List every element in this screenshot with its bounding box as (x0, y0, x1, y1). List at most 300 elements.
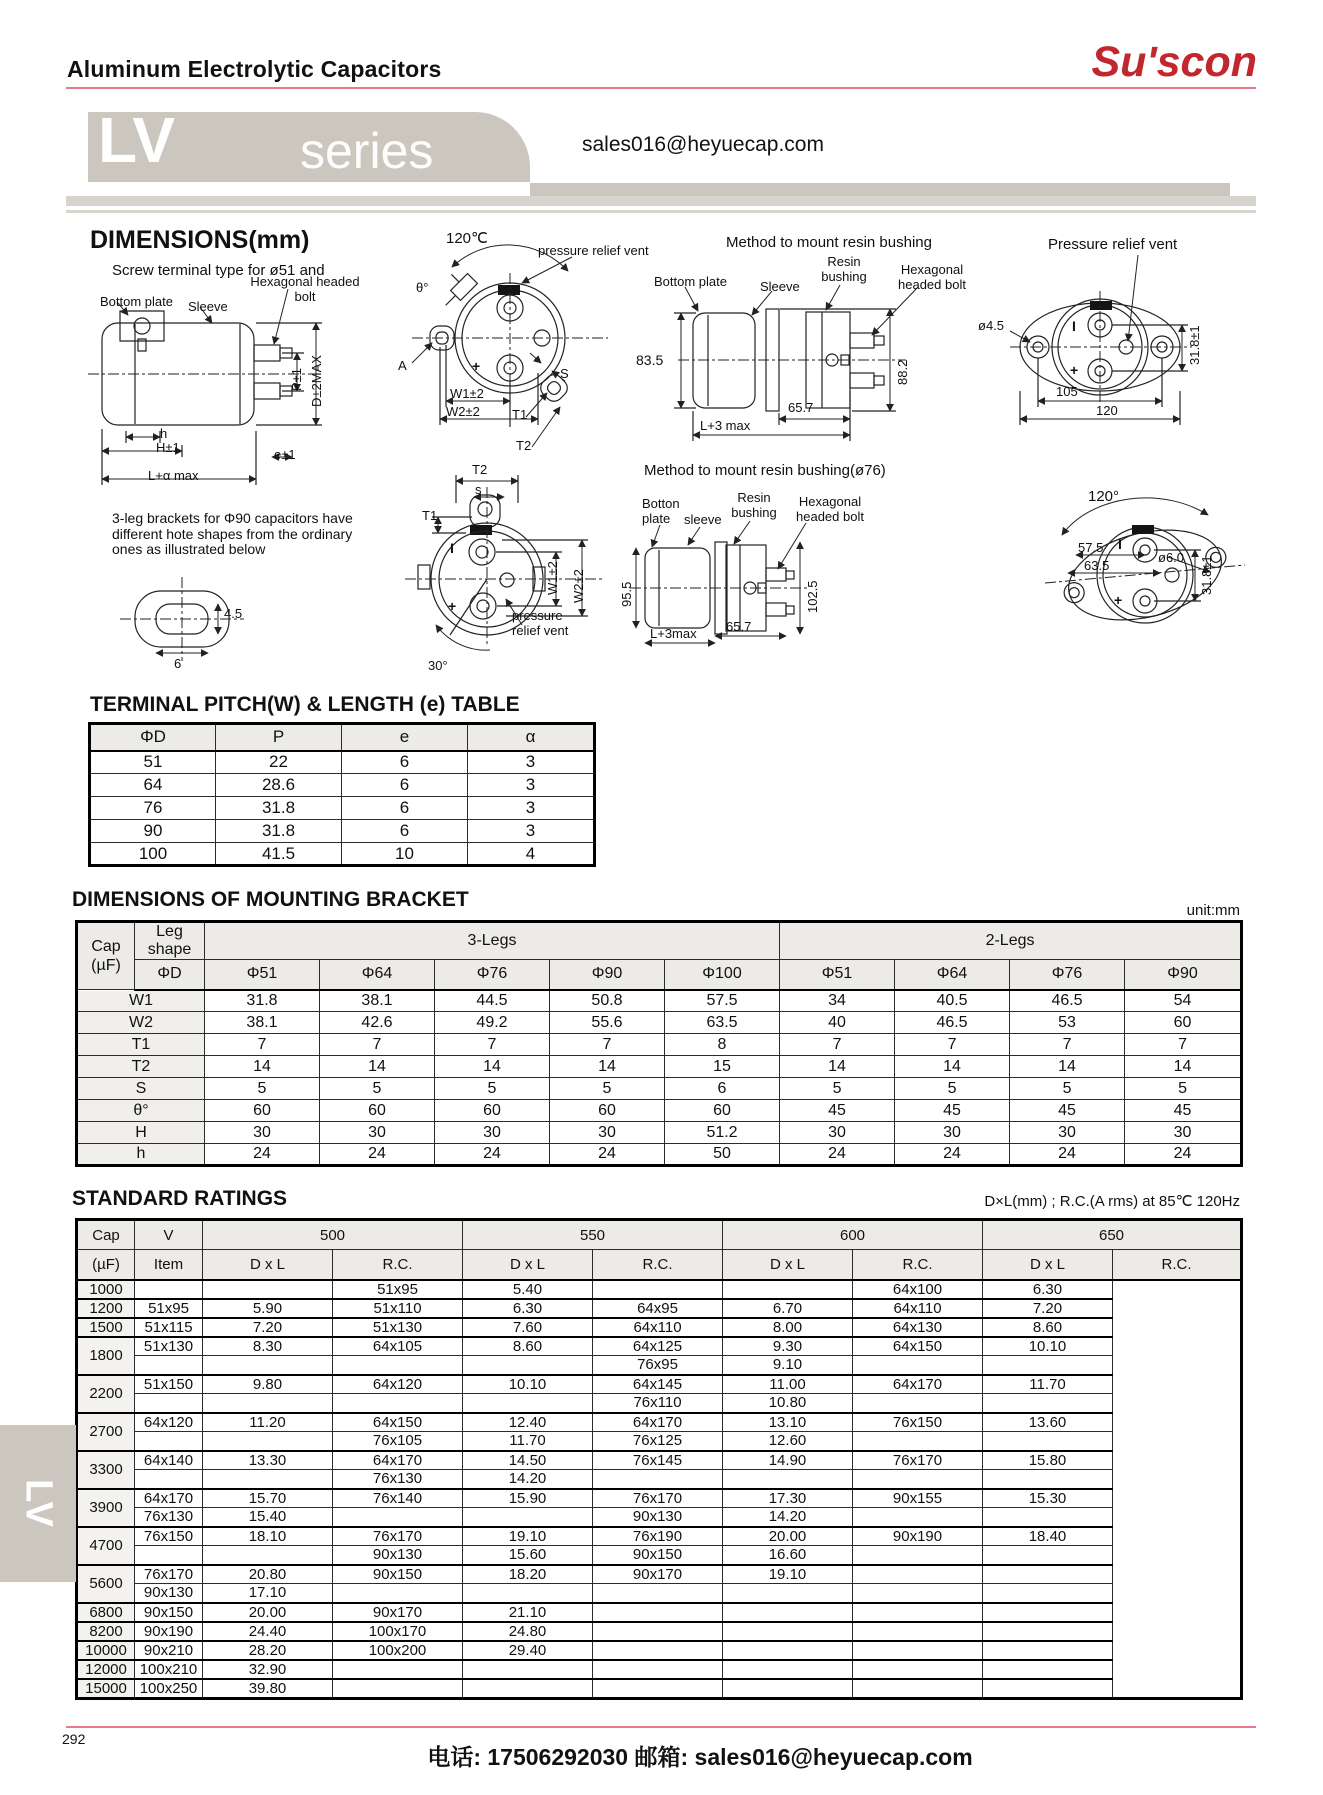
ratings-table-title: STANDARD RATINGS (72, 1187, 288, 1210)
cell: 15 (665, 1056, 780, 1078)
cell: 5.40 (463, 1280, 593, 1299)
rating-row (77, 1318, 1242, 1337)
cell (203, 1394, 333, 1413)
d7-plus-mark: + (1114, 592, 1123, 608)
cell: 24 (320, 1144, 435, 1166)
cell (135, 1394, 203, 1413)
cell (853, 1508, 983, 1527)
cell: 51x115 (135, 1318, 203, 1337)
d3-neg-mark: I (450, 540, 454, 556)
drawing-flange-pressure-relief-vent (1010, 255, 1192, 425)
cell: 44.5 (435, 990, 550, 1012)
cell: 38.1 (205, 1012, 320, 1034)
cell: 51x150 (135, 1375, 203, 1394)
rating-row (77, 1622, 1242, 1641)
cell: 2700 (77, 1413, 135, 1451)
d5-1025-label: 102.5 (805, 580, 820, 613)
rating-row (77, 1413, 1242, 1432)
rating-row (77, 1660, 1242, 1679)
cell: 19.10 (723, 1565, 853, 1584)
cell: 64x120 (135, 1413, 203, 1432)
cell: 45 (780, 1100, 895, 1122)
cell: 6 (342, 774, 468, 797)
cell: 51 (90, 751, 216, 774)
d2-vent-label: pressure relief vent (538, 243, 649, 258)
cell: 76x145 (593, 1451, 723, 1470)
cell: 2200 (77, 1375, 135, 1413)
cell (983, 1660, 1113, 1679)
cell (203, 1470, 333, 1489)
d7-neg-mark: I (1118, 536, 1122, 552)
cell: 64 (90, 774, 216, 797)
cell: 20.00 (203, 1603, 333, 1622)
rating-row (77, 1432, 1242, 1451)
cell: 10.80 (723, 1394, 853, 1413)
cell: 30 (320, 1122, 435, 1144)
cell: 90x210 (135, 1641, 203, 1660)
cell: 90x190 (853, 1527, 983, 1546)
column-header: Φ51 (205, 960, 320, 990)
cell: 9.80 (203, 1375, 333, 1394)
cell (983, 1546, 1113, 1565)
bracket-unit-label: unit:mm (1186, 902, 1240, 919)
column-header: Φ76 (1010, 960, 1125, 990)
bracket-row (77, 1056, 1242, 1078)
cell: 64x150 (853, 1337, 983, 1356)
cell: 40 (780, 1012, 895, 1034)
cell: 24.40 (203, 1622, 333, 1641)
bracket-cap-header: Cap (µF) (77, 922, 135, 990)
cell: 90x150 (593, 1546, 723, 1565)
d1-d-dim-label: D±2MAX (309, 355, 324, 407)
cell: 90x190 (135, 1622, 203, 1641)
cell: 53 (1010, 1012, 1125, 1034)
page-number: 292 (62, 1731, 86, 1747)
column-header: P (216, 724, 342, 751)
d1-e-label: e±1 (274, 447, 296, 462)
cell: 14 (550, 1056, 665, 1078)
cell: 7.20 (983, 1299, 1113, 1318)
cell: 18.20 (463, 1565, 593, 1584)
rating-row (77, 1489, 1242, 1508)
footer-contact: 电话: 17506292030 邮箱: sales016@heyuecap.com (427, 1744, 973, 1770)
cell: 64x100 (853, 1280, 983, 1299)
cell: 10.10 (463, 1375, 593, 1394)
cell: 31.8 (205, 990, 320, 1012)
cell (983, 1622, 1113, 1641)
cell: 7 (550, 1034, 665, 1056)
cell: 100x210 (135, 1660, 203, 1679)
d5-botton-plate-label: Botton plate (642, 496, 680, 526)
d2-w2-label: W2±2 (446, 404, 480, 419)
cell: 5 (895, 1078, 1010, 1100)
cell: 64x130 (853, 1318, 983, 1337)
cell: 14 (320, 1056, 435, 1078)
cell: 49.2 (435, 1012, 550, 1034)
cell: 60 (320, 1100, 435, 1122)
rating-row (77, 1546, 1242, 1565)
cell: 50 (665, 1144, 780, 1166)
contact-email: sales016@heyuecap.com (582, 133, 824, 156)
rating-row (77, 1375, 1242, 1394)
d1-p-dim-label: P±1 (289, 367, 304, 391)
cell: 90x130 (135, 1584, 203, 1603)
cell: 51x130 (135, 1337, 203, 1356)
d2-t2-label: T2 (516, 438, 532, 453)
cell: 9.30 (723, 1337, 853, 1356)
column-header: 650 (983, 1220, 1242, 1250)
cell (723, 1622, 853, 1641)
cell: 8.60 (983, 1318, 1113, 1337)
cell: 32.90 (203, 1660, 333, 1679)
column-header: Φ51 (780, 960, 895, 990)
cell: 42.6 (320, 1012, 435, 1034)
cell: 8200 (77, 1622, 135, 1641)
d2-s-label: S (560, 366, 569, 381)
rating-row (77, 1337, 1242, 1356)
column-header: D x L (203, 1250, 333, 1280)
cell: 5600 (77, 1565, 135, 1603)
d3-w1-label: W1±2 (545, 561, 560, 595)
rating-row (77, 1470, 1242, 1489)
cell (135, 1546, 203, 1565)
cell: 14.90 (723, 1451, 853, 1470)
rating-row (77, 1451, 1242, 1470)
d4-title: Method to mount resin bushing (726, 234, 932, 251)
ratings-item-header: Item (135, 1250, 203, 1280)
cell: 57.5 (665, 990, 780, 1012)
cell (463, 1584, 593, 1603)
d4-bottom-plate-label: Bottom plate (654, 274, 727, 289)
cell: 12000 (77, 1660, 135, 1679)
d3-s-label: s (475, 482, 482, 497)
cell: 3300 (77, 1451, 135, 1489)
cell: 14 (1125, 1056, 1242, 1078)
rating-row (77, 1508, 1242, 1527)
d4-l3max-label: L+3 max (700, 418, 751, 433)
d5-l3max-label: L+3max (650, 626, 697, 641)
terminal-header-row (90, 724, 595, 751)
cell (333, 1508, 463, 1527)
cell: 64x105 (333, 1337, 463, 1356)
cell: W2 (77, 1012, 205, 1034)
d1-h-label: h (160, 426, 168, 441)
cell: 76x95 (593, 1356, 723, 1375)
cell: 13.10 (723, 1413, 853, 1432)
cell: 4 (468, 843, 595, 866)
cell: 60 (550, 1100, 665, 1122)
cell: 12.40 (463, 1413, 593, 1432)
d4-resin-label: Resin bushing (821, 254, 867, 284)
column-header: α (468, 724, 595, 751)
d4-hex-bolt-label: Hexagonal headed bolt (898, 262, 966, 292)
cell: 15.30 (983, 1489, 1113, 1508)
series-name: LV (98, 104, 176, 176)
cell: 7 (780, 1034, 895, 1056)
series-word: series (300, 123, 434, 179)
d7-635-label: 63.5 (1084, 558, 1110, 573)
note-3leg: 3-leg brackets for Φ90 capacitors have different hote shapes from the ordinary ones as illustrated below (112, 510, 353, 558)
cell: 76x130 (333, 1470, 463, 1489)
column-header: D x L (723, 1250, 853, 1280)
bracket-2legs-header: 2-Legs (780, 922, 1242, 960)
column-header: R.C. (333, 1250, 463, 1280)
d5-sleeve-label: sleeve (684, 512, 722, 527)
cell: 100 (90, 843, 216, 866)
cell: 7.20 (203, 1318, 333, 1337)
cell (853, 1584, 983, 1603)
rating-row (77, 1280, 1242, 1299)
rating-row (77, 1527, 1242, 1546)
dimensions-section-title: DIMENSIONS(mm) (90, 226, 310, 254)
d2-theta-label: θ° (416, 280, 429, 295)
cell: 5 (435, 1078, 550, 1100)
cell: 15.80 (983, 1451, 1113, 1470)
d4-835-label: 83.5 (636, 352, 664, 368)
column-header: D x L (983, 1250, 1113, 1280)
cell (853, 1603, 983, 1622)
column-header: 500 (203, 1220, 463, 1250)
bracket-row (77, 1144, 1242, 1166)
cell: 76x150 (135, 1527, 203, 1546)
cell (983, 1356, 1113, 1375)
cell: 7.60 (463, 1318, 593, 1337)
cell: 3 (468, 797, 595, 820)
cell (333, 1660, 463, 1679)
cell (593, 1641, 723, 1660)
cell (333, 1356, 463, 1375)
d2-temp-label: 120℃ (446, 230, 488, 247)
cell: 6 (342, 820, 468, 843)
bracket-header-row-2 (77, 960, 1242, 990)
d1-hex-bolt-label: Hexagonal headed bolt (250, 274, 360, 304)
cell: 64x95 (593, 1299, 723, 1318)
cell: 17.30 (723, 1489, 853, 1508)
cell: H (77, 1122, 205, 1144)
d2-w1-label: W1±2 (450, 386, 484, 401)
d6-plus-mark: + (1070, 362, 1079, 378)
cell: 10000 (77, 1641, 135, 1660)
cell (593, 1584, 723, 1603)
cell: 6.30 (463, 1299, 593, 1318)
rating-row (77, 1299, 1242, 1318)
bracket-3legs-header: 3-Legs (205, 922, 780, 960)
rating-row (77, 1584, 1242, 1603)
cell: 15.90 (463, 1489, 593, 1508)
cell: 64x110 (853, 1299, 983, 1318)
cell (853, 1565, 983, 1584)
page-title: Aluminum Electrolytic Capacitors (67, 56, 442, 82)
cell: 30 (1125, 1122, 1242, 1144)
cell: 20.80 (203, 1565, 333, 1584)
d4-657-label: 65.7 (788, 400, 814, 415)
cell: 4700 (77, 1527, 135, 1565)
cell: 64x170 (135, 1489, 203, 1508)
cell: 28.20 (203, 1641, 333, 1660)
cell: 21.10 (463, 1603, 593, 1622)
cell: 64x145 (593, 1375, 723, 1394)
cell: 24 (1125, 1144, 1242, 1166)
rating-row (77, 1394, 1242, 1413)
cell (135, 1280, 203, 1299)
cell: 8.60 (463, 1337, 593, 1356)
cell (983, 1641, 1113, 1660)
terminal-row (90, 843, 595, 866)
d5-657-label: 65.7 (726, 619, 752, 634)
cell: 76x125 (593, 1432, 723, 1451)
cell: 3 (468, 751, 595, 774)
cell: 19.10 (463, 1527, 593, 1546)
cell: 24 (780, 1144, 895, 1166)
cell (593, 1280, 723, 1299)
cell (593, 1679, 723, 1699)
mounting-bracket-table (75, 920, 1243, 1167)
side-tab-lv: LV (0, 1425, 76, 1582)
d7-dia60-label: ø6.0 (1158, 550, 1185, 565)
cell: 76x150 (853, 1413, 983, 1432)
d3-w2-label: W2±2 (571, 569, 586, 603)
cell: 31.8 (216, 820, 342, 843)
cell: 5 (1010, 1078, 1125, 1100)
cell: 8.00 (723, 1318, 853, 1337)
cell: 5 (1125, 1078, 1242, 1100)
ratings-note-label: D×L(mm) ; R.C.(A rms) at 85℃ 120Hz (984, 1193, 1240, 1210)
rating-row (77, 1603, 1242, 1622)
cell: 3 (468, 820, 595, 843)
d4-sleeve-label: Sleeve (760, 279, 800, 294)
cell: 45 (895, 1100, 1010, 1122)
d1-sleeve-label: Sleeve (188, 299, 228, 314)
cell: 24 (435, 1144, 550, 1166)
cell (983, 1584, 1113, 1603)
cell (853, 1394, 983, 1413)
cell (723, 1280, 853, 1299)
d3-30deg-label: 30° (428, 658, 448, 673)
cell (983, 1394, 1113, 1413)
cell (983, 1432, 1113, 1451)
drawing-flange-120deg (1045, 498, 1245, 636)
cell: 76x170 (593, 1489, 723, 1508)
cell: 76x170 (853, 1451, 983, 1470)
cell: 5 (205, 1078, 320, 1100)
column-header: R.C. (853, 1250, 983, 1280)
cell: 76x170 (135, 1565, 203, 1584)
d7-575-label: 57.5 (1078, 540, 1104, 555)
cell: 76x190 (593, 1527, 723, 1546)
cell: 34 (780, 990, 895, 1012)
cell (333, 1394, 463, 1413)
cell: 76 (90, 797, 216, 820)
cell: 51x95 (135, 1299, 203, 1318)
d2-t1-label: T1 (512, 407, 528, 422)
cell: 90x150 (135, 1603, 203, 1622)
cell: 51x95 (333, 1280, 463, 1299)
bracket-row (77, 1078, 1242, 1100)
d1-caption: Screw terminal type for ø51 and (112, 262, 325, 279)
cell: 64x170 (593, 1413, 723, 1432)
cell (203, 1356, 333, 1375)
cell (135, 1470, 203, 1489)
cell (723, 1603, 853, 1622)
cell: 51.2 (665, 1122, 780, 1144)
cell (723, 1679, 853, 1699)
cell: 100x170 (333, 1622, 463, 1641)
cell: 5 (550, 1078, 665, 1100)
cell (463, 1679, 593, 1699)
cell: 31.8 (216, 797, 342, 820)
d5-title: Method to mount resin bushing(ø76) (644, 462, 886, 479)
cell: 6.70 (723, 1299, 853, 1318)
cell: 15000 (77, 1679, 135, 1699)
cell: 100x250 (135, 1679, 203, 1699)
cell (723, 1470, 853, 1489)
d8-45-label: 4.5 (224, 606, 243, 621)
cell (135, 1432, 203, 1451)
cell: 64x120 (333, 1375, 463, 1394)
brand-logo: Su'scon (1091, 38, 1257, 86)
cell: 1000 (77, 1280, 135, 1299)
rating-row (77, 1641, 1242, 1660)
cell: 14.20 (723, 1508, 853, 1527)
cell: 9.10 (723, 1356, 853, 1375)
d6-neg-mark: I (1072, 318, 1076, 334)
cell: 18.40 (983, 1527, 1113, 1546)
cell (333, 1584, 463, 1603)
column-header: R.C. (1113, 1250, 1242, 1280)
cell: 60 (665, 1100, 780, 1122)
cell: 14 (435, 1056, 550, 1078)
ratings-v-header: V (135, 1220, 203, 1250)
cell (983, 1679, 1113, 1699)
column-header: Φ100 (665, 960, 780, 990)
cell: 22 (216, 751, 342, 774)
cell (203, 1280, 333, 1299)
cell: 11.20 (203, 1413, 333, 1432)
cell: 30 (895, 1122, 1010, 1144)
cell: 64x140 (135, 1451, 203, 1470)
cell (853, 1432, 983, 1451)
cell: T2 (77, 1056, 205, 1078)
cell: 45 (1010, 1100, 1125, 1122)
cell: 54 (1125, 990, 1242, 1012)
cell: 51x110 (333, 1299, 463, 1318)
d2-a-label: A (398, 358, 407, 373)
cell (593, 1622, 723, 1641)
cell (203, 1432, 333, 1451)
cell: 30 (550, 1122, 665, 1144)
cell: 14 (1010, 1056, 1125, 1078)
d7-318-label: 31.8±1 (1199, 555, 1214, 595)
cell: 7 (435, 1034, 550, 1056)
cell: 46.5 (1010, 990, 1125, 1012)
cell: 3 (468, 774, 595, 797)
cell: 90x130 (593, 1508, 723, 1527)
cell: 90x170 (333, 1603, 463, 1622)
column-header: Φ90 (550, 960, 665, 990)
cell: 90x170 (593, 1565, 723, 1584)
column-header: 600 (723, 1220, 983, 1250)
cell: 3900 (77, 1489, 135, 1527)
column-header: 550 (463, 1220, 723, 1250)
cell (983, 1508, 1113, 1527)
cell (593, 1470, 723, 1489)
cell: 24 (550, 1144, 665, 1166)
cell: 63.5 (665, 1012, 780, 1034)
cell: W1 (77, 990, 205, 1012)
cell: 14 (205, 1056, 320, 1078)
cell: 64x170 (853, 1375, 983, 1394)
cell: 18.10 (203, 1527, 333, 1546)
